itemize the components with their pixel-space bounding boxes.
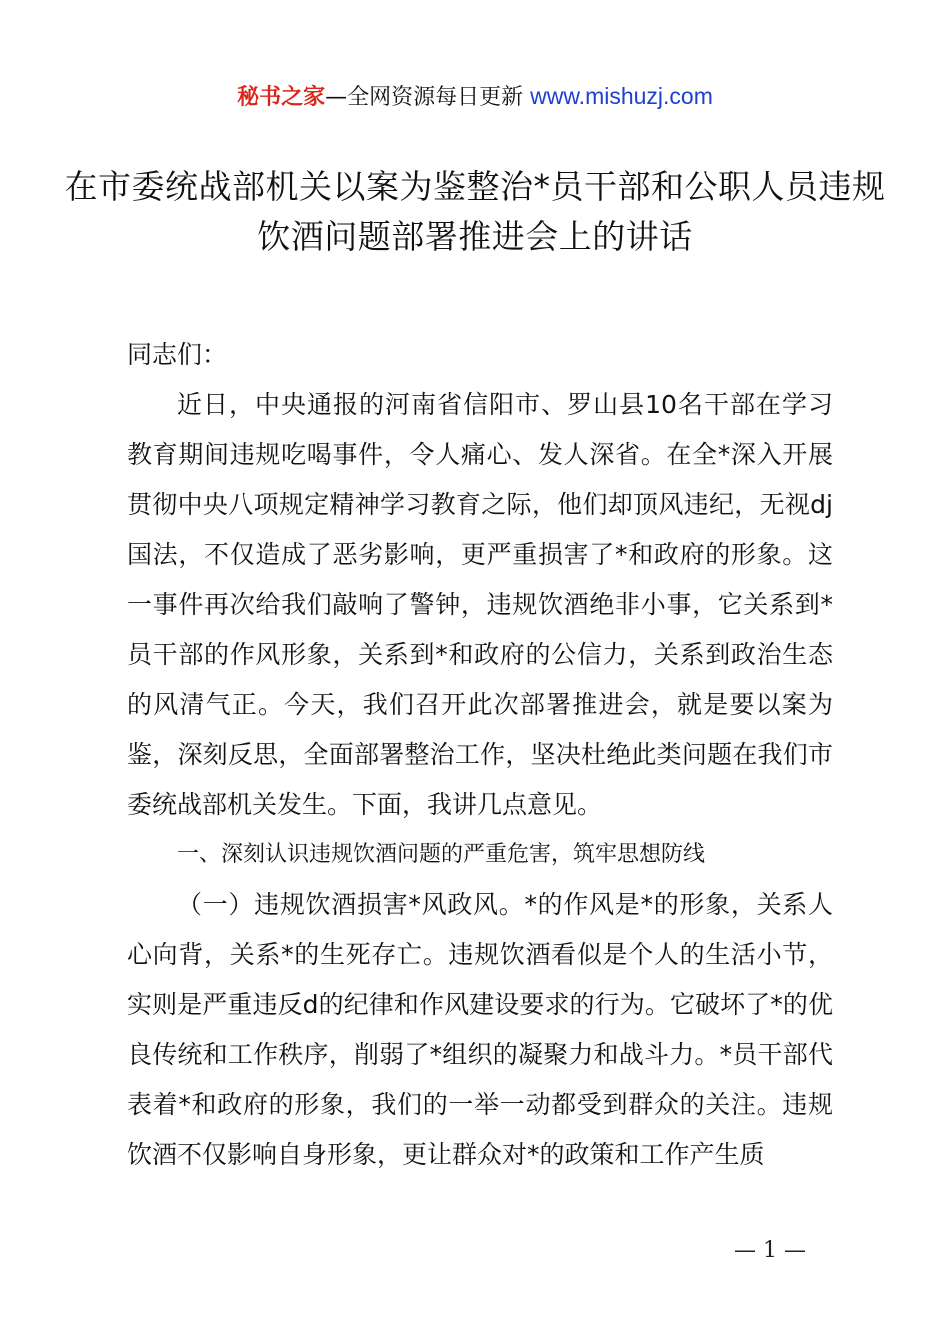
site-header xyxy=(0,80,950,114)
paragraph: 近日，中央通报的河南省信阳市、罗山县10名干部在学习教育期间违规吃喝事件，令人痛心、发人深省。在全*深入开展贯彻中央八项规定精神学习教育之际，他们却顶风违纪，无视dj国法，不仅造成了恶劣影响，更严重损害了*和政府的形象。这一事件再次给我们敲响了警钟，违规饮酒绝非小事，它关系到*员干部的作风形象，关系到*和政府的公信力，关系到政治生态的风清气正。今天，我们召开此次部署推进会，就是要以案为鉴，深刻反思，全面部署整治工作，坚决杜绝此类问题在我们市委统战部机关发生。下面，我讲几点意见。 xyxy=(127,390,833,819)
page-number: — 1 — xyxy=(734,1238,806,1263)
site-tagline: —全网资源每日更新 xyxy=(325,85,524,110)
site-url-link[interactable]: www.mishuzj.com xyxy=(530,83,713,109)
salutation: 同志们： xyxy=(127,340,228,369)
paragraph: （一）违规饮酒损害*风政风。*的作风是*的形象，关系人心向背，关系*的生死存亡。违规饮酒看似是个人的生活小节，实则是严重违反d的纪律和作风建设要求的行为。它破坏了*的优良传统和工作秩序，削弱了*组织的凝聚力和战斗力。*员干部代表着*和政府的形象，我们的一举一动都受到群众的关注。违规饮酒不仅影响自身形象，更让群众对*的政策和工作产生质 xyxy=(127,890,833,1169)
document-title: 在市委统战部机关以案为鉴整治*员干部和公职人员违规饮酒问题部署推进会上的讲话 xyxy=(64,167,886,256)
document-body xyxy=(127,330,833,1180)
site-brand: 秘书之家 xyxy=(237,85,326,110)
section-heading: 一、深刻认识违规饮酒问题的严重危害，筑牢思想防线 xyxy=(177,842,706,867)
